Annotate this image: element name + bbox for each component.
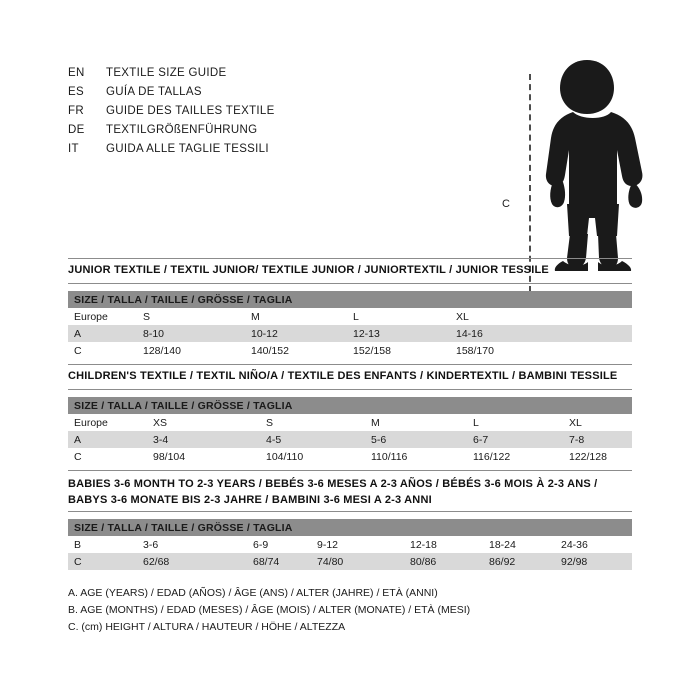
cell-value: 140/152 bbox=[251, 342, 353, 359]
cell-value: S bbox=[143, 308, 251, 325]
cell-value: 8-10 bbox=[143, 325, 251, 342]
height-dashed-line bbox=[529, 74, 531, 292]
language-text-fr: GUIDE DES TAILLES TEXTILE bbox=[106, 105, 275, 117]
cell-value: L bbox=[353, 308, 456, 325]
cell-value: 4-5 bbox=[266, 431, 371, 448]
section-title-junior: JUNIOR TEXTILE / TEXTIL JUNIOR/ TEXTILE JUNIOR / JUNIORTEXTIL / JUNIOR TESSILE bbox=[68, 264, 549, 276]
cell-value: 7-8 bbox=[569, 431, 632, 448]
row-label: C bbox=[68, 553, 143, 570]
cell-value: 10-12 bbox=[251, 325, 353, 342]
table-junior-textile bbox=[68, 291, 632, 359]
cell-value: 128/140 bbox=[143, 342, 251, 359]
footnotes bbox=[68, 585, 470, 636]
section-title-babies bbox=[68, 476, 597, 508]
cell-value: 110/116 bbox=[371, 448, 473, 465]
section-title-babies-line1: BABIES 3-6 MONTH TO 2-3 YEARS / BEBÉS 3-6 MESES A 2-3 AÑOS / BÉBÉS 3-6 MOIS À 2-3 ANS / bbox=[68, 478, 598, 490]
table-babies-textile bbox=[68, 519, 632, 570]
language-code-es: ES bbox=[68, 86, 84, 98]
row-label: A bbox=[68, 325, 143, 342]
row-label: C bbox=[68, 342, 143, 359]
cell-value: 6-9 bbox=[253, 536, 317, 553]
table-row bbox=[68, 431, 632, 448]
cell-value: 3-4 bbox=[153, 431, 266, 448]
language-code-it: IT bbox=[68, 143, 79, 155]
section-title-babies-line2: BABYS 3-6 MONATE BIS 2-3 JAHRE / BAMBINI 3-6 MESI A 2-3 ANNI bbox=[68, 494, 432, 506]
language-row bbox=[68, 83, 275, 102]
cell-value: 92/98 bbox=[561, 553, 632, 570]
language-text-it: GUIDA ALLE TAGLIE TESSILI bbox=[106, 143, 269, 155]
cell-value: 116/122 bbox=[473, 448, 569, 465]
row-label: Europe bbox=[68, 308, 143, 325]
language-row bbox=[68, 102, 275, 121]
table-header-row bbox=[68, 397, 632, 414]
cell-value: 12-13 bbox=[353, 325, 456, 342]
cell-value: 104/110 bbox=[266, 448, 371, 465]
table-row bbox=[68, 308, 632, 325]
language-code-en: EN bbox=[68, 67, 85, 79]
table-row bbox=[68, 414, 632, 431]
row-label: B bbox=[68, 536, 143, 553]
cell-value: 18-24 bbox=[489, 536, 561, 553]
cell-value: XL bbox=[569, 414, 632, 431]
cell-value: 62/68 bbox=[143, 553, 253, 570]
cell-value: 5-6 bbox=[371, 431, 473, 448]
table-header-label: SIZE / TALLA / TAILLE / GRÖSSE / TAGLIA bbox=[68, 519, 632, 536]
table-header-label: SIZE / TALLA / TAILLE / GRÖSSE / TAGLIA bbox=[68, 397, 632, 414]
section-divider-children-bottom bbox=[68, 389, 632, 390]
language-legend bbox=[68, 64, 275, 159]
language-row bbox=[68, 64, 275, 83]
cell-value: 12-18 bbox=[410, 536, 489, 553]
cell-value: 122/128 bbox=[569, 448, 632, 465]
table-header-label: SIZE / TALLA / TAILLE / GRÖSSE / TAGLIA bbox=[68, 291, 632, 308]
child-silhouette-icon bbox=[543, 58, 663, 278]
cell-value: 152/158 bbox=[353, 342, 456, 359]
cell-value: 158/170 bbox=[456, 342, 632, 359]
table-header-row bbox=[68, 291, 632, 308]
section-divider-babies bbox=[68, 470, 632, 471]
height-figure bbox=[495, 38, 675, 273]
table-row bbox=[68, 536, 632, 553]
cell-value: 9-12 bbox=[317, 536, 410, 553]
cell-value: 3-6 bbox=[143, 536, 253, 553]
language-text-es: GUÍA DE TALLAS bbox=[106, 86, 202, 98]
language-text-en: TEXTILE SIZE GUIDE bbox=[106, 67, 227, 79]
cell-value: 86/92 bbox=[489, 553, 561, 570]
cell-value: M bbox=[251, 308, 353, 325]
table-row bbox=[68, 342, 632, 359]
footnote-a: A. AGE (YEARS) / EDAD (AÑOS) / ÂGE (ANS) / ALTER (JAHRE) / ETÀ (ANNI) bbox=[68, 587, 438, 599]
cell-value: 74/80 bbox=[317, 553, 410, 570]
cell-value: 98/104 bbox=[153, 448, 266, 465]
table-row bbox=[68, 553, 632, 570]
cell-value: XS bbox=[153, 414, 266, 431]
language-code-fr: FR bbox=[68, 105, 84, 117]
cell-value: 80/86 bbox=[410, 553, 489, 570]
language-row bbox=[68, 140, 275, 159]
section-divider-children bbox=[68, 364, 632, 365]
language-text-de: TEXTILGRÖßENFÜHRUNG bbox=[106, 124, 258, 136]
language-code-de: DE bbox=[68, 124, 85, 136]
footnote-b: B. AGE (MONTHS) / EDAD (MESES) / ÂGE (MOIS) / ALTER (MONATE) / ETÀ (MESI) bbox=[68, 604, 471, 616]
table-row bbox=[68, 325, 632, 342]
height-measure-label: C bbox=[502, 198, 510, 210]
cell-value: 6-7 bbox=[473, 431, 569, 448]
cell-value: 14-16 bbox=[456, 325, 632, 342]
section-title-children: CHILDREN'S TEXTILE / TEXTIL NIÑO/A / TEXTILE DES ENFANTS / KINDERTEXTIL / BAMBINI TESSILE bbox=[68, 370, 618, 382]
section-divider-junior-bottom bbox=[68, 283, 632, 284]
cell-value: L bbox=[473, 414, 569, 431]
table-row bbox=[68, 448, 632, 465]
cell-value: S bbox=[266, 414, 371, 431]
table-children-textile bbox=[68, 397, 632, 465]
cell-value: 24-36 bbox=[561, 536, 632, 553]
row-label: Europe bbox=[68, 414, 153, 431]
cell-value: XL bbox=[456, 308, 632, 325]
language-row bbox=[68, 121, 275, 140]
cell-value: 68/74 bbox=[253, 553, 317, 570]
footnote-c: C. (cm) HEIGHT / ALTURA / HAUTEUR / HÖHE / ALTEZZA bbox=[68, 621, 346, 633]
row-label: C bbox=[68, 448, 153, 465]
table-header-row bbox=[68, 519, 632, 536]
section-divider-junior bbox=[68, 258, 632, 259]
row-label: A bbox=[68, 431, 153, 448]
section-divider-babies-bottom bbox=[68, 511, 632, 512]
cell-value: M bbox=[371, 414, 473, 431]
